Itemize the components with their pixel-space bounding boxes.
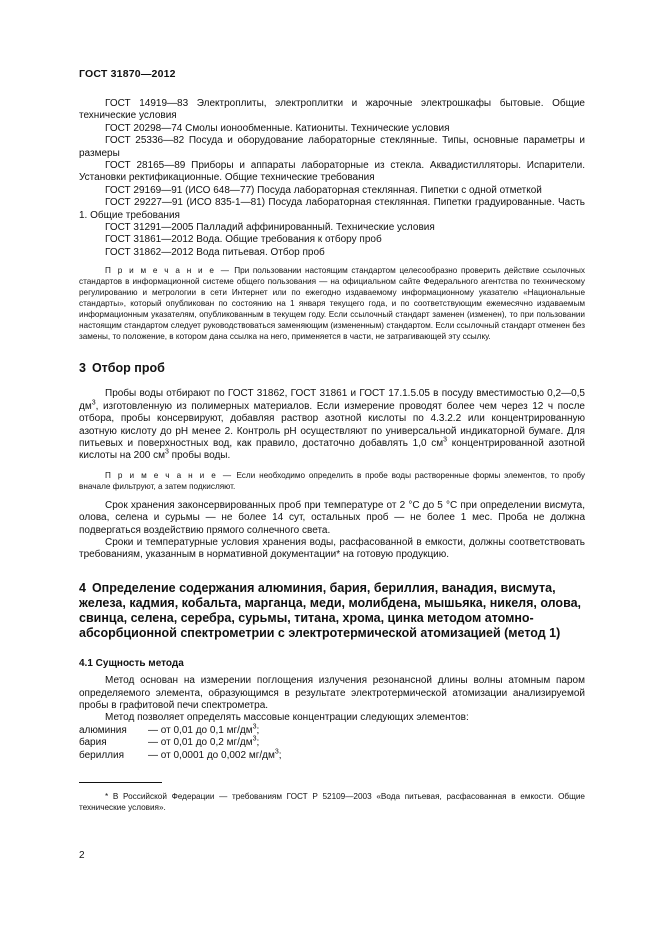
note-text: Если необходимо определить в пробе воды растворенные формы элементов, то пробу вначале фильтруют, а затем подкисляют. xyxy=(79,470,585,491)
element-range-list xyxy=(79,725,585,762)
section-3-heading xyxy=(79,361,585,376)
method-scope-paragraph: Метод позволяет определять массовые концентрации следующих элементов: xyxy=(105,712,469,724)
footnote: * В Российской Федерации — требованиям ГОСТ Р 52109—2003 «Вода питьевая, расфасованная в емкости. Общие технические условия». xyxy=(79,792,585,812)
sampling-note xyxy=(79,470,585,492)
reference-item: ГОСТ 20298—74 Смолы ионообменные. Катиониты. Технические условия xyxy=(105,122,450,134)
section-number: 3 xyxy=(79,361,86,376)
element-name: бериллия xyxy=(79,749,124,761)
method-principle-paragraph: Метод основан на измерении поглощения излучения резонансной длины волны атомным паром определяемого элемента, образующимся в результате электротермической атомизации анализируемой пробы в графитовой печи спектрометра. xyxy=(79,675,585,711)
section-title: Отбор проб xyxy=(91,361,165,376)
list-item xyxy=(79,750,585,762)
reference-item: ГОСТ 29169—91 (ИСО 648—77) Посуда лабораторная стеклянная. Пипетки с одной отметкой xyxy=(105,184,542,196)
reference-item: ГОСТ 14919—83 Электроплиты, электроплитки и жарочные электрошкафы бытовые. Общие технические условия xyxy=(79,98,585,122)
reference-item: ГОСТ 31862—2012 Вода питьевая. Отбор проб xyxy=(105,246,325,258)
note-label: П р и м е ч а н и е — xyxy=(105,266,231,276)
reference-item: ГОСТ 29227—91 (ИСО 835-1—81) Посуда лабораторная стеклянная. Пипетки градуированные. Часть 1. Общие требования xyxy=(79,197,585,221)
element-range: — от 0,01 до 0,2 $мг/дм^3$; xyxy=(148,735,260,749)
section-title: Определение содержания алюминия, бария, бериллия, ванадия, висмута, железа, кадмия, кобальта, марганца, меди, молибдена, мышьяка, никеля, олова, свинца, селена, серебра, сурьмы, титана, хрома, цинка методом атомно-абсорбционной спектрометрии с электротермической атомизацией (метод 1) xyxy=(79,580,582,640)
note-label: П р и м е ч а н и е — xyxy=(105,470,233,480)
document-header: ГОСТ 31870—2012 xyxy=(79,68,176,80)
list-item xyxy=(79,737,585,749)
note-text: При пользовании настоящим стандартом целесообразно проверить действие ссылочных стандартов в информационной системе общего пользования — на официальном сайте Федерального агентства по техническому регулированию и метрологии в сети Интернет или по ежегодно издаваемому информационному указателю «Национальные стандарты», который опубликован по состоянию на 1 января текущего года, и по соответствующим ежемесячно издаваемым информационным указателям, опубликованным в текущем году. Если ссылочный стандарт заменен (изменен), то при пользовании настоящим стандартом следует руководствоваться заменяющим (измененным) стандартом. Если ссылочный стандарт отменен без замены, то положение, в котором дана ссылка на него, применяется в части, не затрагивающей эту ссылку. xyxy=(79,266,585,342)
list-item xyxy=(79,725,585,737)
element-name: алюминия xyxy=(79,724,127,736)
section-4-heading xyxy=(79,581,585,641)
reference-item: ГОСТ 31291—2005 Палладий аффинированный. Технические условия xyxy=(105,222,435,234)
footnote-divider xyxy=(79,782,162,783)
storage-conditions-paragraph: Сроки и температурные условия хранения воды, расфасованной в емкости, должны соответствовать требованиям, указанным в нормативной документации* на готовую продукцию. xyxy=(79,536,585,561)
reference-item: ГОСТ 28165—89 Приборы и аппараты лабораторные из стекла. Аквадистилляторы. Испарители. Установки ректификационные. Общие технические требования xyxy=(79,160,585,184)
normative-references xyxy=(79,98,585,259)
element-range: — от 0,01 до 0,1 $мг/дм^3$; xyxy=(148,723,260,736)
element-name: бария xyxy=(79,737,107,749)
element-range: — от 0,0001 до 0,002 $мг/дм^3$; xyxy=(148,748,282,761)
storage-paragraph: Срок хранения законсервированных проб при температуре от 2 °С до 5 °С при определении висмута, олова, селена и сурьмы — не более 14 сут, остальных проб — не более 1 мес. Проба не должна подвергаться воздействию прямого солнечного света. xyxy=(79,499,585,536)
page-content xyxy=(79,98,585,813)
references-note xyxy=(79,265,585,342)
section-number: 4 xyxy=(79,580,86,595)
reference-item: ГОСТ 25336—82 Посуда и оборудование лабораторные стеклянные. Типы, основные параметры и размеры xyxy=(79,135,585,159)
subsection-heading: 4.1 Сущность метода xyxy=(79,657,184,669)
page-number: 2 xyxy=(79,850,85,861)
sampling-paragraph: Пробы воды отбирают по ГОСТ 31862, ГОСТ 31861 и ГОСТ 17.1.5.05 в посуду вместимостью 0,2—0,5 $дм^3$, изготовленную из полимерных материалов. Если измерение проводят более чем через 12 ч после отбора, пробы консервируют, добавляя раствор азотной кислоты по 4.3.2.2 или концентрированную азотную кислоту до рН менее 2. Контроль рН осуществляют по универсальной индикаторной бумаге. Для питьевых и поверхностных вод, как правило, достаточно добавлять 1,0 $см^3$ концентрированной азотной кислоты на 200 $см^3$ пробы воды. xyxy=(79,388,585,462)
reference-item: ГОСТ 31861—2012 Вода. Общие требования к отбору проб xyxy=(105,234,382,246)
